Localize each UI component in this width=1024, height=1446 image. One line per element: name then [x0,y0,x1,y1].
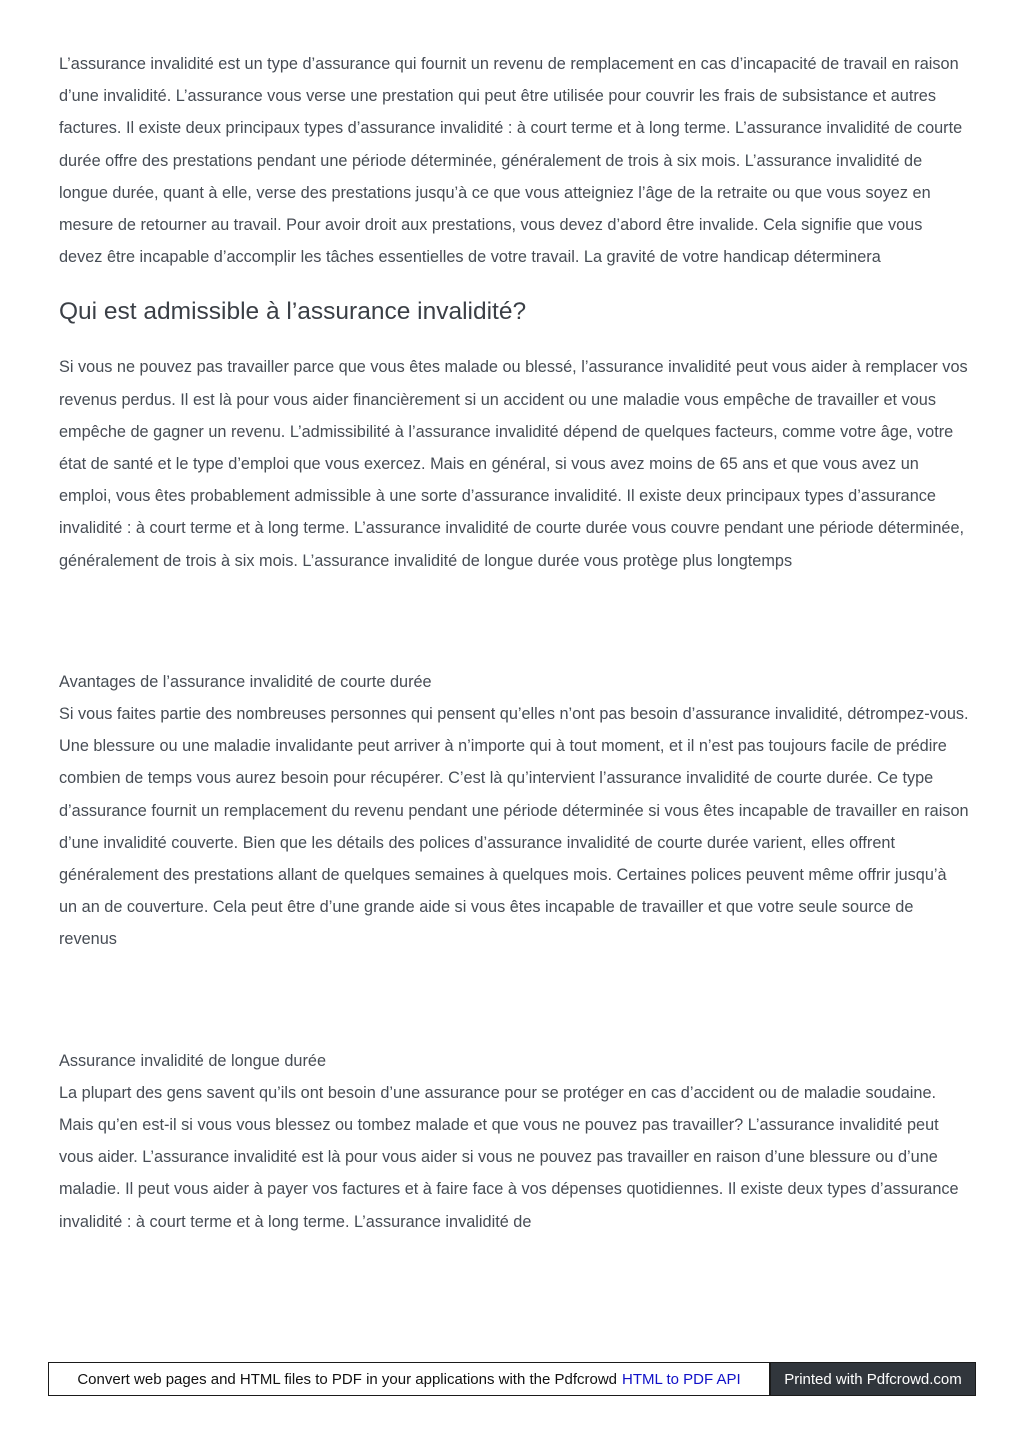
eligibility-heading: Qui est admissible à l’assurance invalidité? [59,298,527,326]
intro-paragraph: L’assurance invalidité est un type d’assurance qui fournit un revenu de remplacement en cas d’incapacité de travail en raison d’une invalidité. L’assurance vous verse une prestation qui peut être utilisée pour couvrir les frais de subsistance et autres factures. Il existe deux principaux types d’assurance invalidité : à court terme et à long terme. L’assurance invalidité de courte durée offre des prestations pendant une période déterminée, généralement de trois à six mois. L’assurance invalidité de longue durée, quant à elle, verse des prestations jusqu’à ce que vous atteigniez l’âge de la retraite ou que vous soyez en mesure de retourner au travail. Pour avoir droit aux prestations, vous devez d’abord être invalide. Cela signifie que vous devez être incapable d’accomplir les tâches essentielles de votre travail. La gravité de votre handicap déterminera [59,55,963,267]
footer-convert-text: Convert web pages and HTML files to PDF in your applications with the Pdfcrowd [77,1370,618,1388]
spacer [59,956,969,1045]
html-to-pdf-api-link[interactable]: HTML to PDF API [622,1370,741,1388]
short-term-paragraph: Si vous faites partie des nombreuses personnes qui pensent qu’elles n’ont pas besoin d’assurance invalidité, détrompez-vous. Une blessure ou une maladie invalidante peut arriver à n’importe qui à tout moment, et il n’est pas toujours facile de prédire combien de temps vous aurez besoin pour récupérer. C’est là qu’intervient l’assurance invalidité de courte durée. Ce type d’assurance fournit un remplacement du revenu pendant une période déterminée si vous êtes incapable de travailler en raison d’une invalidité couverte. Bien que les détails des polices d’assurance invalidité de courte durée varient, elles offrent généralement des prestations allant de quelques semaines à quelques mois. Certaines polices peuvent même offrir jusqu’à un an de couverture. Cela peut être d’une grande aide si vous êtes incapable de travailler et que votre seule source de revenus [59,705,969,949]
short-term-title: Avantages de l’assurance invalidité de courte durée [59,672,432,691]
document-body [59,48,969,1238]
spacer [59,577,969,666]
eligibility-paragraph: Si vous ne pouvez pas travailler parce que vous êtes malade ou blessé, l’assurance invalidité peut vous aider à remplacer vos revenus perdus. Il est là pour vous aider financièrement si un accident ou une maladie vous empêche de travailler et vous empêche de gagner un revenu. L’admissibilité à l’assurance invalidité dépend de quelques facteurs, comme votre âge, votre état de santé et le type d’emploi que vous exercez. Mais en général, si vous avez moins de 65 ans et que vous avez un emploi, vous êtes probablement admissible à une sorte d’assurance invalidité. Il existe deux principaux types d’assurance invalidité : à court terme et à long terme. L’assurance invalidité de courte durée vous couvre pendant une période déterminée, généralement de trois à six mois. L’assurance invalidité de longue durée vous protège plus longtemps [59,358,968,570]
footer-convert-box [48,1362,770,1396]
pdfcrowd-footer [48,1362,976,1396]
long-term-paragraph: La plupart des gens savent qu’ils ont besoin d’une assurance pour se protéger en cas d’accident ou de maladie soudaine. Mais qu’en est-il si vous vous blessez ou tombez malade et que vous ne pouvez pas travailler? L’assurance invalidité peut vous aider. L’assurance invalidité est là pour vous aider si vous ne pouvez pas travailler en raison d’une blessure ou d’une maladie. Il peut vous aider à payer vos factures et à faire face à vos dépenses quotidiennes. Il existe deux types d’assurance invalidité : à court terme et à long terme. L’assurance invalidité de [59,1083,959,1231]
long-term-title: Assurance invalidité de longue durée [59,1051,327,1070]
printed-with-badge[interactable]: Printed with Pdfcrowd.com [770,1362,976,1396]
